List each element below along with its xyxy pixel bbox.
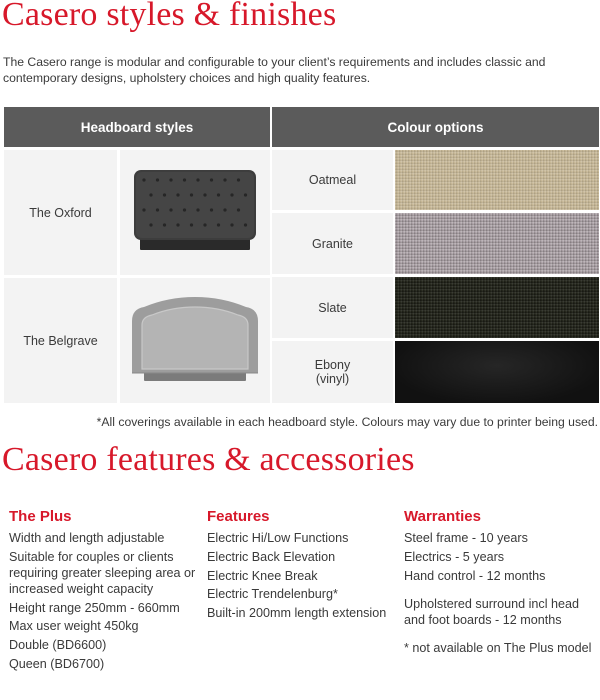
list-item: Hand control - 12 months [404,568,546,583]
features-column [207,508,402,624]
arched-headboard-image [128,295,262,387]
styles-table [4,107,599,403]
headboard-name-oxford: The Oxford [4,150,117,275]
ebony-swatch [395,341,599,403]
oatmeal-swatch [395,150,599,210]
belgrave-image-cell [120,278,270,403]
list-item: Double (BD6600) [9,638,107,653]
colour-options-header: Colour options [272,107,599,147]
styles-finishes-title: Casero styles & finishes [2,0,337,33]
list-item: Queen (BD6700) [9,656,105,671]
list-item: Max user weight 450kg [9,619,139,634]
colour-name-granite: Granite [272,213,393,274]
headboard-name-belgrave: The Belgrave [4,278,117,403]
list-item: Electric Hi/Low Functions [207,531,349,545]
the-plus-title: The Plus [9,508,72,525]
list-item: Built-in 200mm length extension [207,606,387,621]
the-plus-column [9,508,199,675]
granite-swatch [395,213,599,274]
headboard-styles-header: Headboard styles [4,107,270,147]
list-item: Electric Back Elevation [207,549,336,564]
list-item: Upholstered surround incl head and foot boards - 12 months [404,596,580,627]
intro-paragraph: The Casero range is modular and configurable to your client’s requirements and includes classic and contemporary designs, upholstery choices and high quality features. [3,55,546,85]
colour-name-ebony: Ebony (vinyl) [272,341,393,403]
warranties-title: Warranties [404,508,481,525]
list-item: Electric Knee Break [207,568,318,583]
list-item: * not available on The Plus model [404,640,592,655]
slate-swatch [395,277,599,338]
list-item: Electrics - 5 years [404,549,505,564]
colour-name-slate: Slate [272,277,393,338]
colour-name-oatmeal: Oatmeal [272,150,393,210]
coverings-note: *All coverings available in each headboard style. Colours may vary due to printer being used. [96,415,598,429]
list-item: Width and length adjustable [9,531,165,545]
list-item: Electric Trendelenburg* [207,587,338,602]
oxford-image-cell [120,150,270,275]
warranties-column [404,508,600,658]
list-item: Steel frame - 10 years [404,531,528,545]
features-accessories-title: Casero features & accessories [2,441,415,478]
features-title: Features [207,508,270,525]
list-item: Suitable for couples or clients requiring greater sleeping area or increased weight capacity [9,549,196,596]
list-item: Height range 250mm - 660mm [9,600,180,615]
tufted-headboard-image [130,168,260,258]
